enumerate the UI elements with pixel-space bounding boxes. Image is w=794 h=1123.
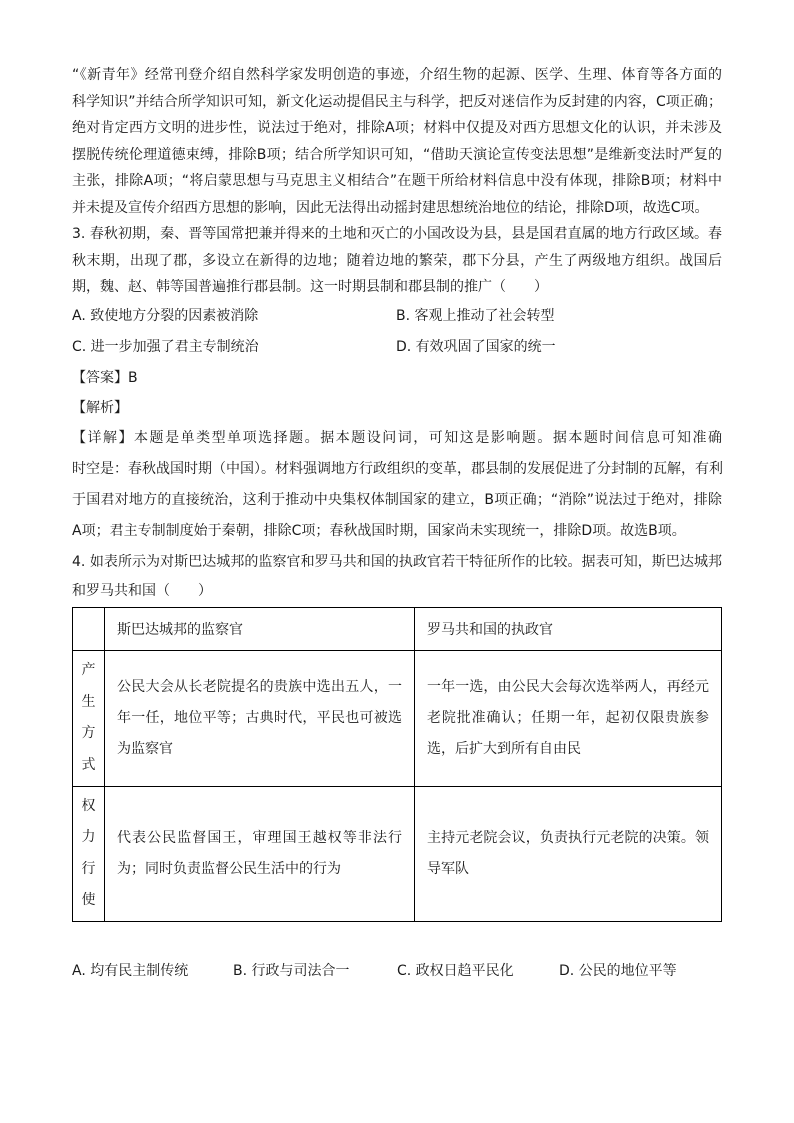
table-header-sparta: 斯巴达城邦的监察官	[105, 607, 415, 650]
answer-tag: 【答案】B	[72, 369, 138, 386]
comparison-table	[72, 607, 722, 922]
text-line: “《新青年》经常刊登介绍自然科学家发明创造的事迹，介绍生物的起源、医学、生理、体育等各方面的	[72, 67, 722, 83]
text-line: 绝对肯定西方文明的进步性，说法过于绝对，排除A项；材料中仅提及对西方思想文化的认识，并未涉及	[72, 120, 722, 136]
option-b: B. 客观上推动了社会转型	[396, 307, 555, 324]
table-row	[73, 786, 722, 921]
row-label: 权力行使	[81, 797, 96, 908]
text-line: 并未提及宣传介绍西方思想的影响，因此无法得出动摇封建思想统治地位的结论，排除D项，故选C项。	[72, 199, 709, 216]
option-a: A. 均有民主制传统	[72, 962, 189, 979]
analysis-tag: 【解析】	[72, 399, 128, 416]
detail-line: 于国君对地方的直接统治，这利于推动中央集权体制国家的建立，B项正确；“消除”说法过于绝对，排除	[72, 491, 722, 508]
table-row	[73, 650, 722, 786]
table-cell: 公民大会从长老院提名的贵族中选出五人，一年一任，地位平等；古典时代，平民也可被选为监察官	[105, 650, 415, 786]
option-d: D. 公民的地位平等	[559, 962, 677, 979]
question-stem-line: 和罗马共和国（ ）	[72, 582, 212, 599]
option-a: A. 致使地方分裂的因素被消除	[72, 307, 259, 324]
option-row	[72, 332, 722, 363]
option-c: C. 进一步加强了君主专制统治	[72, 338, 259, 355]
detail-line: 【详解】本题是单类型单项选择题。据本题设问词，可知这是影响题。据本题时间信息可知准确	[72, 429, 722, 446]
question-3	[72, 221, 722, 547]
option-d: D. 有效巩固了国家的统一	[396, 338, 556, 355]
text-line: 摆脱传统伦理道德束缚，排除B项；结合所学知识可知，“借助天演论宣传变法思想”是维新变法时严复的	[72, 146, 722, 163]
table-header-row	[73, 607, 722, 650]
previous-explanation	[72, 62, 722, 221]
table-header-rome: 罗马共和国的执政官	[415, 607, 722, 650]
table-cell: 主持元老院会议，负责执行元老院的决策。领导军队	[415, 786, 722, 921]
row-label: 产生方式	[81, 662, 96, 773]
question-stem-line: 秋末期，出现了郡，多设立在新得的边地；随着边地的繁荣，郡下分县，产生了两级地方组织。战国后	[72, 252, 722, 269]
question-stem-line: 期，魏、赵、韩等国普遍推行郡县制。这一时期县制和郡县制的推广（ ）	[72, 279, 548, 295]
table-cell: 代表公民监督国王，审理国王越权等非法行为；同时负责监督公民生活中的行为	[105, 786, 415, 921]
option-b: B. 行政与司法合一	[233, 962, 350, 979]
question-stem-line: 3. 春秋初期，秦、晋等国常把兼并得来的土地和灭亡的小国改设为县，县是国君直属的地方行政区域。春	[72, 226, 722, 242]
question-4	[72, 547, 722, 986]
detail-line: 时空是：春秋战国时期（中国）。材料强调地方行政组织的变革，郡县制的发展促进了分封制的瓦解，有利	[72, 460, 723, 477]
text-line: 主张，排除A项；“将启蒙思想与马克思主义相结合”在题干所给材料信息中没有体现，排除B项；材料中	[72, 173, 722, 189]
option-row	[72, 956, 722, 986]
document-page	[72, 62, 722, 986]
option-row	[72, 301, 722, 332]
table-cell: 一年一选，由公民大会每次选举两人，再经元老院批准确认；任期一年，起初仅限贵族参选，后扩大到所有自由民	[415, 650, 722, 786]
option-c: C. 政权日趋平民化	[397, 962, 514, 979]
text-line: 科学知识”并结合所学知识可知，新文化运动提倡民主与科学，把反对迷信作为反封建的内容，C项正确；	[72, 93, 722, 110]
table-corner-cell	[73, 607, 105, 650]
detail-line: A项；君主专制制度始于秦朝，排除C项；春秋战国时期，国家尚未实现统一，排除D项。故选B项。	[72, 522, 686, 539]
question-stem-line: 4. 如表所示为对斯巴达城邦的监察官和罗马共和国的执政官若干特征所作的比较。据表可知，斯巴达城邦	[72, 553, 722, 570]
